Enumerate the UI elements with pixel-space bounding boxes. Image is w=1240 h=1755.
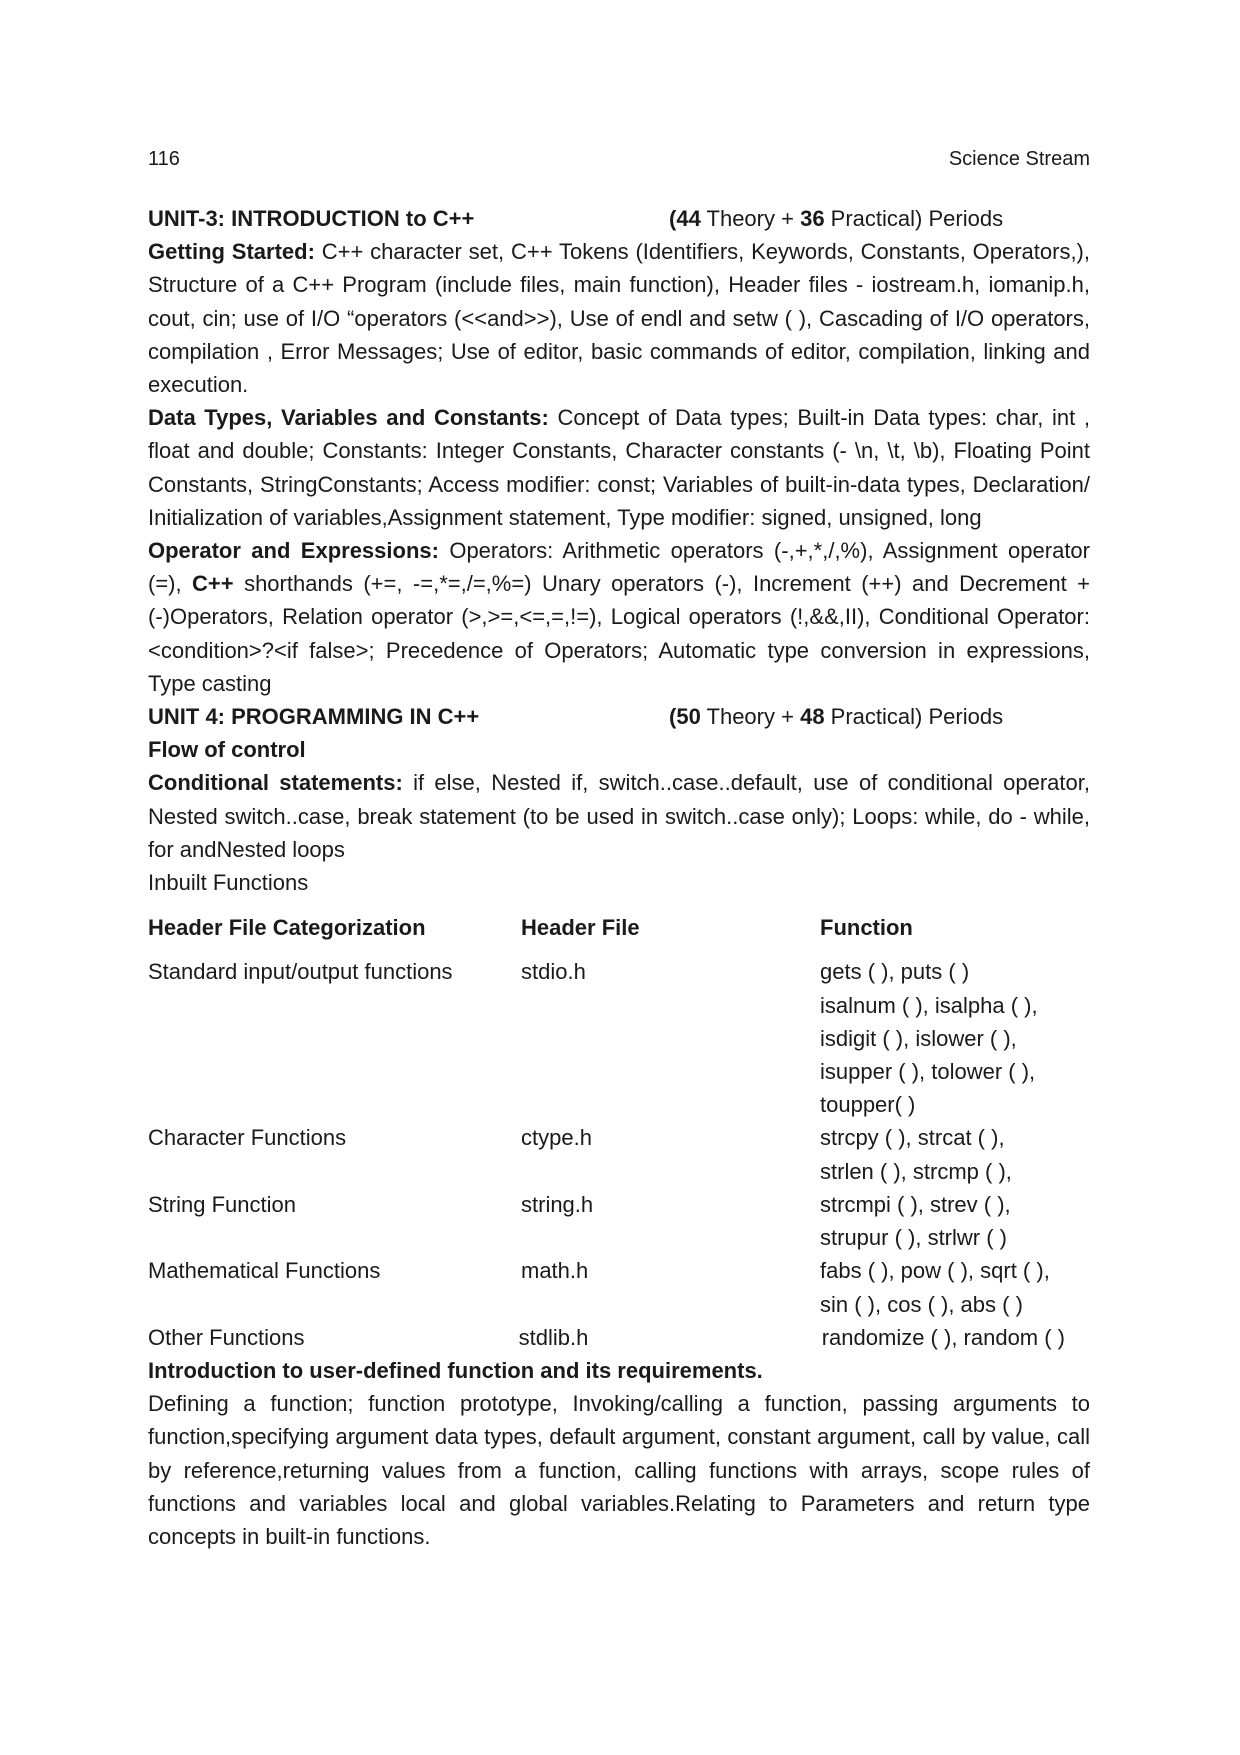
table-header-row — [148, 911, 1090, 944]
table-row — [148, 955, 1090, 1121]
unit3-theory-num: 44 — [676, 206, 701, 231]
function-line: fabs ( ), pow ( ), sqrt ( ), — [820, 1258, 1050, 1284]
data-types-paragraph — [148, 401, 1090, 534]
unit4-practical-text: Practical) Periods — [824, 704, 1004, 730]
function-line: gets ( ), puts ( ) — [820, 959, 970, 985]
unit4-periods-open: ( — [669, 704, 677, 730]
page-number: 116 — [148, 148, 180, 170]
unit3-title: UNIT-3: INTRODUCTION to C++ — [148, 206, 475, 231]
functions-cell — [816, 1321, 1090, 1354]
function-line: isdigit ( ), islower ( ), — [820, 1025, 1017, 1051]
functions-cell — [820, 1121, 1090, 1187]
unit3-practical-num: 36 — [800, 206, 825, 231]
unit3-periods-open: ( — [669, 206, 677, 231]
unit3-heading — [148, 202, 1090, 235]
flow-of-control-heading — [148, 733, 1090, 766]
running-title: Science Stream — [948, 148, 1090, 170]
column-header-function: Function — [820, 915, 913, 941]
conditional-paragraph — [148, 766, 1090, 866]
operators-text-b: shorthands (+=, -=,*=,/=,%=) Unary operators (-), Increment (++) and Decrement +(-)Operators, Relation operator (>,>=,<=,=,!=), Logical operators (!,&&,II), Conditional Operator: <condition>?<if false>; Precedence of Operators; Automatic type conversion in expressions, Type casting — [148, 571, 1090, 696]
function-line: strlen ( ), strcmp ( ), — [820, 1158, 1012, 1184]
category-cell: Other Functions — [148, 1324, 305, 1350]
flow-of-control-text: Flow of control — [148, 737, 306, 763]
unit4-theory-text: Theory + — [700, 704, 801, 730]
operators-paragraph — [148, 534, 1090, 700]
unit3-practical-text: Practical) Periods — [824, 206, 1004, 231]
category-cell: Character Functions — [148, 1125, 347, 1151]
unit3-periods — [669, 202, 1003, 235]
unit3-theory-text: Theory + — [700, 206, 801, 231]
table-row — [148, 1321, 1090, 1354]
table-row — [148, 1121, 1090, 1187]
header-file-cell: ctype.h — [521, 1125, 592, 1151]
category-cell: String Function — [148, 1191, 296, 1217]
unit4-periods — [669, 700, 1003, 733]
operators-text-a: Operators: Arithmetic operators (-,+,*,/,%), Assignment operator (=), — [148, 538, 1090, 597]
data-types-label: Data Types, Variables and Constants: — [148, 405, 549, 431]
conditional-text: if else, Nested if, switch..case..default, use of conditional operator, Nested switch..case, break statement (to be used in switch..case only); Loops: while, do - while, for andNested loops — [148, 770, 1090, 862]
data-types-text: Concept of Data types; Built-in Data types: char, int , float and double; Constants: Integer Constants, Character constants (- \n, \t, \b), Floating Point Constants, StringConstants; Access modifier: const; Variables of built-in-data types, Declaration/ Initialization of variables,Assignment statement, Type modifier: signed, unsigned, long — [148, 405, 1090, 530]
operators-label: Operator and Expressions: — [148, 538, 439, 564]
inbuilt-functions-table — [148, 911, 1090, 1354]
function-line: strcpy ( ), strcat ( ), — [820, 1125, 1005, 1151]
unit4-theory-num: 50 — [676, 704, 701, 730]
function-line: strupur ( ), strlwr ( ) — [820, 1225, 1007, 1251]
function-line: strcmpi ( ), strev ( ), — [820, 1191, 1011, 1217]
table-row — [148, 1188, 1090, 1254]
getting-started-text: C++ character set, C++ Tokens (Identifiers, Keywords, Constants, Operators,), Structure of a C++ Program (include files, main function), Header files - iostream.h, iomanip.h, cout, cin; use of I/O “operators (<<and>>), Use of endl and setw ( ), Cascading of I/O operators, compilation , Error Messages; Use of editor, basic commands of editor, compilation, linking and execution. — [148, 239, 1090, 398]
function-line: toupper( ) — [820, 1092, 916, 1118]
functions-cell — [820, 1188, 1090, 1254]
category-cell: Mathematical Functions — [148, 1258, 381, 1284]
unit4-practical-num: 48 — [800, 704, 825, 730]
header-file-cell: string.h — [521, 1191, 594, 1217]
getting-started-paragraph — [148, 235, 1090, 401]
function-line: sin ( ), cos ( ), abs ( ) — [820, 1291, 1023, 1317]
header-file-cell: stdio.h — [521, 959, 586, 985]
header-file-cell: math.h — [521, 1258, 589, 1284]
user-defined-function-paragraph: Defining a function; function prototype, Invoking/calling a function, passing arguments to function,specifying argument data types, default argument, constant argument, call by value, call by reference,returning values from a function, calling functions with arrays, scope rules of functions and variables local and global variables.Relating to Parameters and return type concepts in built-in functions. — [148, 1391, 1090, 1549]
operators-cpp: C++ — [192, 571, 234, 597]
user-defined-function-heading: Introduction to user-defined function and its requirements. — [148, 1357, 763, 1383]
category-cell: Standard input/output functions — [148, 959, 453, 985]
getting-started-label: Getting Started: — [148, 239, 315, 265]
inbuilt-functions-heading: Inbuilt Functions — [148, 870, 309, 896]
table-row — [148, 1254, 1090, 1320]
unit4-title: UNIT 4: PROGRAMMING IN C++ — [148, 704, 480, 730]
header-file-cell: stdlib.h — [518, 1324, 589, 1350]
function-line: isupper ( ), tolower ( ), — [820, 1059, 1036, 1085]
functions-cell — [820, 1254, 1090, 1320]
functions-cell — [820, 955, 1090, 1121]
page-content — [148, 202, 1090, 1553]
function-line: isalnum ( ), isalpha ( ), — [820, 992, 1038, 1018]
function-line: randomize ( ), random ( ) — [821, 1324, 1066, 1350]
conditional-label: Conditional statements: — [148, 770, 403, 796]
column-header-file: Header File — [521, 915, 640, 941]
column-header-categorization: Header File Categorization — [148, 915, 426, 941]
unit4-heading — [148, 700, 1090, 733]
